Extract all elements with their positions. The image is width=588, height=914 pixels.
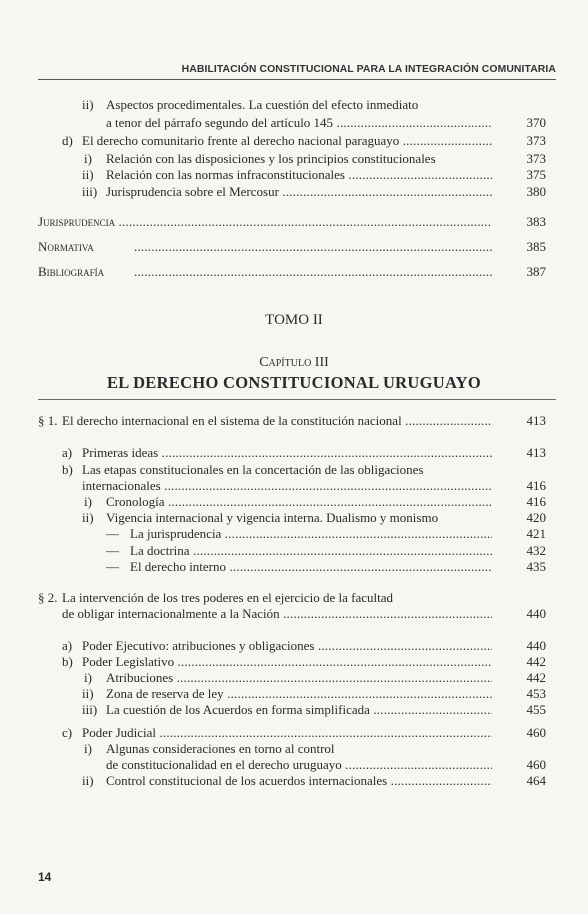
toc-entry xyxy=(0,412,588,429)
entry-label: — xyxy=(106,543,119,558)
toc-entry xyxy=(0,444,588,461)
entry-text: de constitucionalidad en el derecho uruguayo ..... xyxy=(106,756,492,773)
entry-text: Aspectos procedimentales. La cuestión del efecto inmediato xyxy=(106,97,419,112)
header-rule xyxy=(38,79,556,80)
running-header: HABILITACIÓN CONSTITUCIONAL PARA LA INTEGRACIÓN COMUNITARIA xyxy=(181,64,556,75)
entry-label: ii) xyxy=(82,773,94,788)
entry-text: La jurisprudencia ..... xyxy=(130,525,492,542)
entry-text: de obligar internacionalmente a la Nación ..... xyxy=(62,605,492,622)
entry-text: a tenor del párrafo segundo del artículo 145 ..... xyxy=(106,114,492,131)
entry-page: 440 xyxy=(526,638,546,653)
toc-entry xyxy=(0,114,588,131)
chapter-label: Capítulo III xyxy=(259,355,329,370)
entry-label: — xyxy=(106,526,119,541)
toc-entry xyxy=(0,558,588,575)
entry-text: Algunas consideraciones en torno al control xyxy=(106,741,335,756)
entry-label: — xyxy=(106,559,119,574)
volume-title: TOMO II xyxy=(265,312,323,328)
entry-text: Normativa xyxy=(38,239,94,254)
entry-page: 442 xyxy=(526,670,546,685)
entry-page: 432 xyxy=(526,543,546,558)
entry-page: 460 xyxy=(526,757,546,772)
entry-text: Jurisprudencia ..... xyxy=(38,213,492,230)
entry-text: internacionales ..... xyxy=(82,477,492,494)
entry-text: Poder Ejecutivo: atribuciones y obligaciones ..... xyxy=(82,637,492,654)
toc-entry xyxy=(0,461,588,478)
toc-entry xyxy=(0,669,588,686)
entry-label: iii) xyxy=(82,702,98,717)
entry-page: 375 xyxy=(526,167,546,182)
entry-page: 416 xyxy=(526,478,546,493)
entry-page: 370 xyxy=(526,115,546,130)
toc-entry xyxy=(0,724,588,741)
toc-entry xyxy=(0,542,588,559)
entry-label: a) xyxy=(62,638,73,653)
entry-text: La intervención de los tres poderes en el ejercicio de la facultad xyxy=(62,590,393,605)
entry-page: 464 xyxy=(526,773,546,788)
toc-entry xyxy=(0,525,588,542)
entry-label: i) xyxy=(84,741,92,756)
entry-label: ii) xyxy=(82,167,94,182)
entry-page: 385 xyxy=(526,239,546,254)
entry-label: a) xyxy=(62,445,73,460)
entry-page: 453 xyxy=(526,686,546,701)
entry-text: La cuestión de los Acuerdos en forma simplificada ..... xyxy=(106,701,492,718)
entry-page: 455 xyxy=(526,702,546,717)
entry-page: 413 xyxy=(526,413,546,428)
entry-page: 413 xyxy=(526,445,546,460)
entry-text: Jurisprudencia sobre el Mercosur ..... xyxy=(106,183,492,200)
entry-label: i) xyxy=(84,494,92,509)
entry-label: ii) xyxy=(82,510,94,525)
entry-label: ii) xyxy=(82,686,94,701)
entry-label: iii) xyxy=(82,184,98,199)
entry-leader xyxy=(134,238,492,255)
entry-label: c) xyxy=(62,725,73,740)
entry-page: 435 xyxy=(526,559,546,574)
entry-text: Poder Judicial ..... xyxy=(82,724,492,741)
entry-page: 387 xyxy=(526,264,546,279)
entry-text: Las etapas constitucionales en la concertación de las obligaciones xyxy=(82,462,424,477)
entry-text: El derecho comunitario frente al derecho nacional paraguayo ..... xyxy=(82,132,492,149)
entry-text: La doctrina ..... xyxy=(130,542,492,559)
toc-entry xyxy=(0,263,588,280)
entry-page: 380 xyxy=(526,184,546,199)
entry-page: 460 xyxy=(526,725,546,740)
entry-text: Vigencia internacional y vigencia interna. Dualismo y monismo xyxy=(106,510,439,525)
toc-entry xyxy=(0,772,588,789)
entry-page: 416 xyxy=(526,494,546,509)
toc-entry xyxy=(0,477,588,494)
toc-entry xyxy=(0,166,588,183)
toc-entry xyxy=(0,589,588,606)
entry-label: i) xyxy=(84,670,92,685)
entry-text: Relación con las normas infraconstitucionales ..... xyxy=(106,166,492,183)
entry-page: 420 xyxy=(526,510,546,525)
toc-entry xyxy=(0,493,588,510)
toc-entry xyxy=(0,183,588,200)
entry-label: i) xyxy=(84,151,92,166)
chapter-title: EL DERECHO CONSTITUCIONAL URUGUAYO xyxy=(106,373,482,392)
toc-entry xyxy=(0,509,588,526)
toc-entry xyxy=(0,653,588,670)
entry-text: El derecho internacional en el sistema de la constitución nacional ..... xyxy=(62,412,492,429)
entry-text: Bibliografía xyxy=(38,264,105,279)
toc-entry xyxy=(0,756,588,773)
entry-text: Zona de reserva de ley ..... xyxy=(106,685,492,702)
entry-text: Poder Legislativo ..... xyxy=(82,653,492,670)
entry-leader xyxy=(134,263,492,280)
toc-entry xyxy=(0,96,588,113)
entry-text: Control constitucional de los acuerdos internacionales ..... xyxy=(106,772,492,789)
entry-text: Cronología ..... xyxy=(106,493,492,510)
entry-label: d) xyxy=(62,133,73,148)
toc-entry xyxy=(0,150,588,167)
entry-page: 421 xyxy=(526,526,546,541)
entry-text: Relación con las disposiciones y los principios constitucionales xyxy=(106,151,436,166)
entry-text: Atribuciones ..... xyxy=(106,669,492,686)
toc-entry xyxy=(0,637,588,654)
toc-entry xyxy=(0,740,588,757)
toc-entry xyxy=(0,213,588,230)
entry-page: 442 xyxy=(526,654,546,669)
entry-page: 373 xyxy=(526,151,546,166)
entry-label: § 2. xyxy=(38,590,58,605)
chapter-rule xyxy=(38,399,556,400)
page-number: 14 xyxy=(38,870,52,884)
toc-entry xyxy=(0,605,588,622)
entry-label: ii) xyxy=(82,97,94,112)
entry-page: 440 xyxy=(526,606,546,621)
entry-label: b) xyxy=(62,462,73,477)
entry-text: Primeras ideas ..... xyxy=(82,444,492,461)
toc-entry xyxy=(0,685,588,702)
entry-label: § 1. xyxy=(38,413,58,428)
entry-page: 383 xyxy=(526,214,546,229)
toc-entry xyxy=(0,132,588,149)
entry-text: El derecho interno ..... xyxy=(130,558,492,575)
entry-label: b) xyxy=(62,654,73,669)
toc-entry xyxy=(0,701,588,718)
toc-entry xyxy=(0,238,588,255)
entry-page: 373 xyxy=(526,133,546,148)
